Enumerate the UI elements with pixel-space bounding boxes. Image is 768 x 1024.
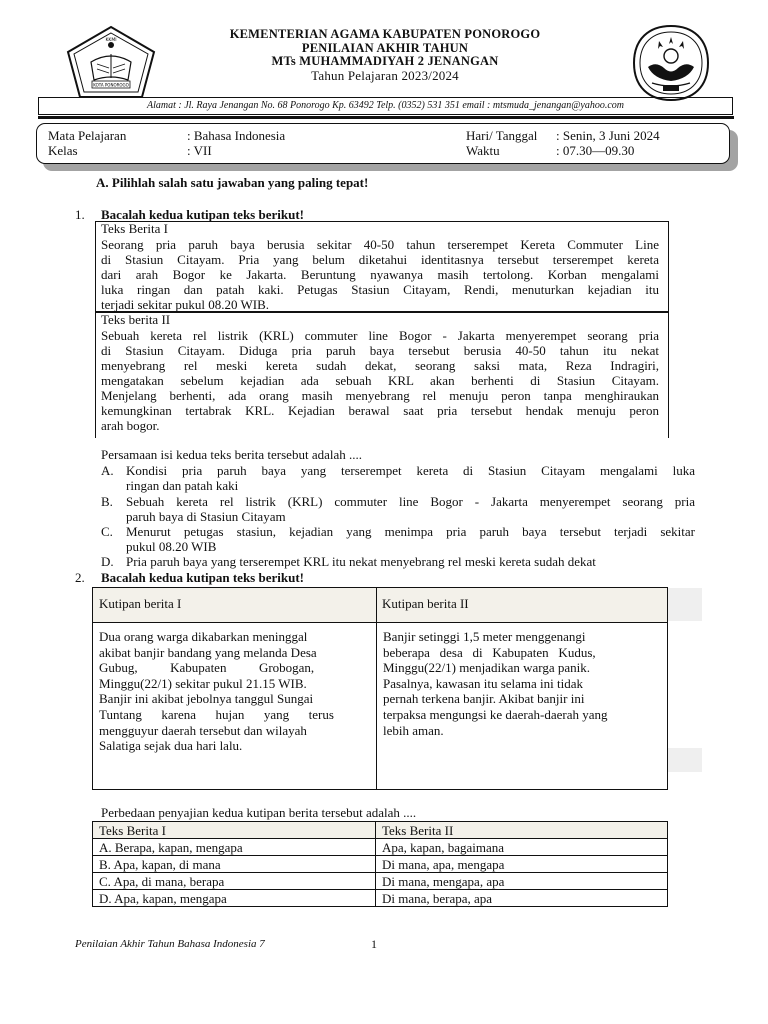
section-a-instruction: A. Pilihlah salah satu jawaban yang paling tepat!	[96, 175, 369, 190]
page-number: 1	[371, 937, 377, 951]
q1-option-c[interactable]: Menurut petugas stasiun, kejadian yang menimpa pria paruh baya tersebut terjadi sekitar	[126, 524, 695, 539]
header-divider	[38, 116, 734, 119]
footer-text: Penilaian Akhir Tahun Bahasa Indonesia 7	[75, 938, 265, 950]
q2-col2-line: terpaksa mengungsi ke daerah-daerah yang	[383, 706, 608, 722]
q2-option-a-col2: Apa, kapan, bagaimana	[376, 839, 668, 856]
time-label: Waktu	[466, 143, 500, 158]
exam-info-box	[36, 123, 730, 164]
q1-text2-line: di Stasiun Citayam. Diduga pria paruh baya tersebut berusia 40-50 tahun itu nekat	[101, 343, 659, 358]
q2-options-head-1: Teks Berita I	[93, 822, 376, 839]
school-year: Tahun Pelajaran 2023/2024	[311, 68, 459, 83]
q2-number: 2.	[75, 570, 85, 585]
subject-value: : Bahasa Indonesia	[187, 128, 286, 143]
q1-text1-line: luka ringan dan patah kaki. Petugas Stasiun Citayam, Rendi, menuturkan kejadian itu	[101, 282, 659, 297]
q1-text2-line: Sebuah kereta rel listrik (KRL) commuter line Bogor - Jakarta menyerempet seorang pria	[101, 328, 659, 343]
q2-excerpt-table	[92, 587, 668, 790]
q2-col1-line: Gubug, Kabupaten Grobogan,	[99, 660, 315, 676]
q1-text2-line: menyebrang rel meski kereta sudah dekat, seorang saksi mata, Reza Indragiri,	[101, 358, 659, 373]
q2-col1-line: Tuntang karena hujan yang terus	[99, 706, 334, 722]
muhammadiyah-logo	[630, 23, 712, 103]
ministry-name: KEMENTERIAN AGAMA KABUPATEN PONOROGO	[229, 27, 541, 41]
q1-instruction: Bacalah kedua kutipan teks berikut!	[101, 207, 304, 222]
q1-option-a-cont: ringan dan patah kaki	[126, 478, 239, 493]
table-row[interactable]	[93, 873, 668, 890]
q2-option-d-col2: Di mana, berapa, apa	[376, 890, 668, 907]
q2-col1-line: mengguyur daerah tersebut dan wilayah	[99, 722, 307, 738]
q2-col1-head: Kutipan berita I	[99, 596, 182, 611]
class-label: Kelas	[48, 143, 78, 158]
q2-option-d-col1[interactable]: D. Apa, kapan, mengapa	[93, 890, 376, 907]
q1-option-a[interactable]: Kondisi pria paruh baya yang terserempet kereta di Stasiun Citayam mengalami luka	[126, 463, 695, 478]
q1-text1-title: Teks Berita I	[101, 221, 168, 236]
table-row[interactable]	[93, 890, 668, 907]
q2-options-table	[92, 821, 668, 907]
school-name: MTs MUHAMMADIYAH 2 JENANGAN	[271, 54, 499, 68]
table-shadow	[667, 748, 702, 772]
q1-option-b[interactable]: Sebuah kereta rel listrik (KRL) commuter line Bogor - Jakarta menyerempet seorang pria	[126, 494, 695, 509]
q2-col1-line: Minggu(22/1) sekitar pukul 21.15 WIB.	[99, 675, 307, 691]
q1-text1-line: dari arah Bogor ke Jakarta. Beruntung nyawanya masih tertolong. Korban mengalami	[101, 267, 659, 282]
q1-option-letter: C.	[101, 524, 113, 539]
q1-question: Persamaan isi kedua teks berita tersebut adalah ....	[101, 447, 362, 462]
svg-text:KKMI: KKMI	[105, 38, 117, 43]
q2-col2-text	[383, 629, 663, 738]
q2-option-c-col1[interactable]: C. Apa, di mana, berapa	[93, 873, 376, 890]
day-label: Hari/ Tanggal	[466, 128, 538, 143]
q2-col1-line: Salatiga sejak dua hari lalu.	[99, 738, 243, 754]
q1-option-letter: A.	[101, 463, 114, 478]
q1-text2-line: mengatakan sebelum kejadian ada sebuah KRL akan berhenti di Stasiun Citayam.	[101, 373, 659, 388]
q2-col2-line: beberapa desa di Kabupaten Kudus,	[383, 644, 596, 660]
q2-question: Perbedaan penyajian kedua kutipan berita tersebut adalah ....	[101, 805, 417, 820]
q2-col2-head: Kutipan berita II	[382, 596, 469, 611]
table-shadow	[667, 588, 702, 621]
q2-option-b-col2: Di mana, apa, mengapa	[376, 856, 668, 873]
q2-col2-line: Minggu(22/1) menjadikan warga panik.	[383, 660, 590, 676]
q2-col1-text	[99, 629, 369, 754]
q1-text1-line: Seorang pria paruh baya berusia sekitar 40-50 tahun terserempet Kereta Commuter Line	[101, 237, 659, 252]
q2-col1-line: Dua orang warga dikabarkan meninggal	[99, 629, 308, 644]
table-row	[93, 822, 668, 839]
q1-option-c-cont: pukul 08.20 WIB	[126, 539, 217, 554]
q1-text2-title: Teks berita II	[101, 312, 171, 327]
table-row[interactable]	[93, 856, 668, 873]
q2-option-a-col1[interactable]: A. Berapa, kapan, mengapa	[93, 839, 376, 856]
day-value: : Senin, 3 Juni 2024	[556, 128, 660, 143]
q1-option-d[interactable]: Pria paruh baya yang terserempet KRL itu nekat menyebrang rel meski kereta sudah dekat	[126, 554, 596, 569]
q1-option-letter: B.	[101, 494, 113, 509]
q2-option-c-col2: Di mana, mengapa, apa	[376, 873, 668, 890]
q1-text1-line: di Stasiun Citayam. Pria yang belum diketahui identitasnya tersebut terserempet kereta	[101, 252, 659, 267]
q1-option-letter: D.	[101, 554, 114, 569]
q2-column-divider	[376, 588, 377, 789]
class-value: : VII	[187, 143, 212, 158]
subject-label: Mata Pelajaran	[48, 128, 127, 143]
school-address: Alamat : Jl. Raya Jenangan No. 68 Ponorogo Kp. 63492 Telp. (0352) 531 351 email : mtsmuda_jenangan@yahoo.com	[38, 97, 733, 115]
q2-col2-line: pernah terkena banjir. Akibat banjir ini	[383, 691, 585, 707]
q1-option-b-cont: paruh baya di Stasiun Citayam	[126, 509, 286, 524]
q2-col1-line: akibat banjir bandang yang melanda Desa	[99, 644, 317, 660]
q2-instruction: Bacalah kedua kutipan teks berikut!	[101, 570, 304, 585]
q2-option-b-col1[interactable]: B. Apa, kapan, di mana	[93, 856, 376, 873]
q2-col2-line: Banjir setinggi 1,5 meter menggenangi	[383, 629, 586, 644]
q1-number: 1.	[75, 207, 85, 222]
q1-text2-line: arah bogor.	[101, 418, 160, 433]
q2-col2-line: Pasalnya, kawasan itu selama ini tidak	[383, 675, 584, 691]
q2-col2-line: lebih aman.	[383, 722, 444, 738]
q1-text2-line: kemungkinan tertabrak KRL. Kejadian berawal saat pria tersebut hendak menuju peron	[101, 403, 659, 418]
exam-name: PENILAIAN AKHIR TAHUN	[301, 41, 469, 55]
q2-options-head-2: Teks Berita II	[376, 822, 668, 839]
time-value: : 07.30—09.30	[556, 143, 635, 158]
q1-text2-line: Menjelang berhenti, ada orang masih menyebrang rel menuju peron tanpa menghiraukan	[101, 388, 659, 403]
svg-text:KOTA PONOROGO: KOTA PONOROGO	[93, 82, 129, 88]
q1-text1-line: terjadi sekitar pukul 08.20 WIB.	[101, 297, 270, 312]
q2-col1-line: Banjir ini akibat jebolnya tanggul Sungai	[99, 691, 314, 707]
table-row[interactable]	[93, 839, 668, 856]
